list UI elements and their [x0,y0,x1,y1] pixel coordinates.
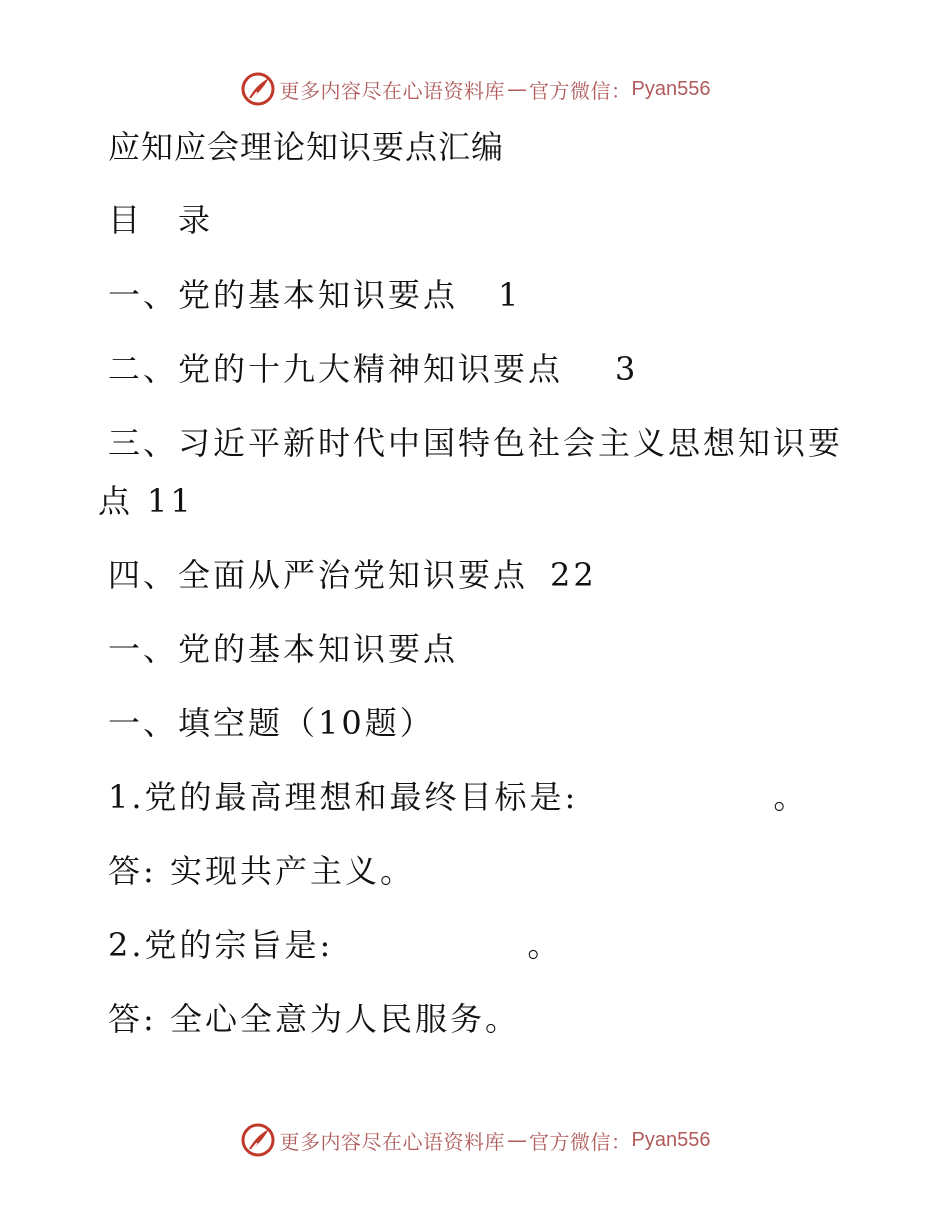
toc-item-page: 11 [147,482,194,520]
question [108,925,562,965]
watermark-text: 更多内容尽在心语资料库 [279,1129,506,1154]
toc-item-label: 一、党的基本知识要点 [108,276,459,314]
toc-item-label: 三、习近平新时代中国特色社会主义思想知识要 [108,424,844,462]
answer: 答: 全心全意为人民服务。 [108,1000,520,1038]
watermark-text: 更多内容尽在心语资料库 [279,78,506,103]
section-heading: 一、党的基本知识要点 [108,630,459,668]
toc-heading: 目 录 [108,201,214,239]
toc-item-page: 22 [550,556,597,594]
quill-pen-logo-icon [240,71,276,107]
toc-item [108,555,597,595]
watermark-footer [0,1120,950,1160]
question-text: 1.党的最高理想和最终目标是: [108,778,579,816]
document-title: 应知应会理论知识要点汇编 [108,128,505,166]
watermark-wechat-id: Pyan556 [631,1128,711,1151]
watermark-official: 官方微信： [529,1129,632,1154]
question [108,777,808,817]
question-period: 。 [527,926,563,964]
toc-item-label-cont: 点 [98,482,134,520]
toc-item [98,481,194,521]
question-text: 2.党的宗旨是: [108,926,334,964]
toc-item [108,275,521,315]
toc-item-label: 四、全面从严治党知识要点 [108,556,529,594]
answer: 答: 实现共产主义。 [108,852,415,890]
toc-item-page: 3 [615,350,639,388]
toc-item-label: 二、党的十九大精神知识要点 [108,350,564,388]
watermark-header [0,69,950,109]
question-period: 。 [773,778,809,816]
watermark-wechat-id: Pyan556 [631,77,711,100]
watermark-official: 官方微信： [529,78,632,103]
subsection-heading: 一、填空题（10题） [108,704,435,742]
toc-item [108,349,638,389]
quill-pen-logo-icon [240,1122,276,1158]
watermark-separator: — [507,1128,528,1152]
watermark-separator: — [507,77,528,101]
toc-item-page: 1 [498,276,522,314]
